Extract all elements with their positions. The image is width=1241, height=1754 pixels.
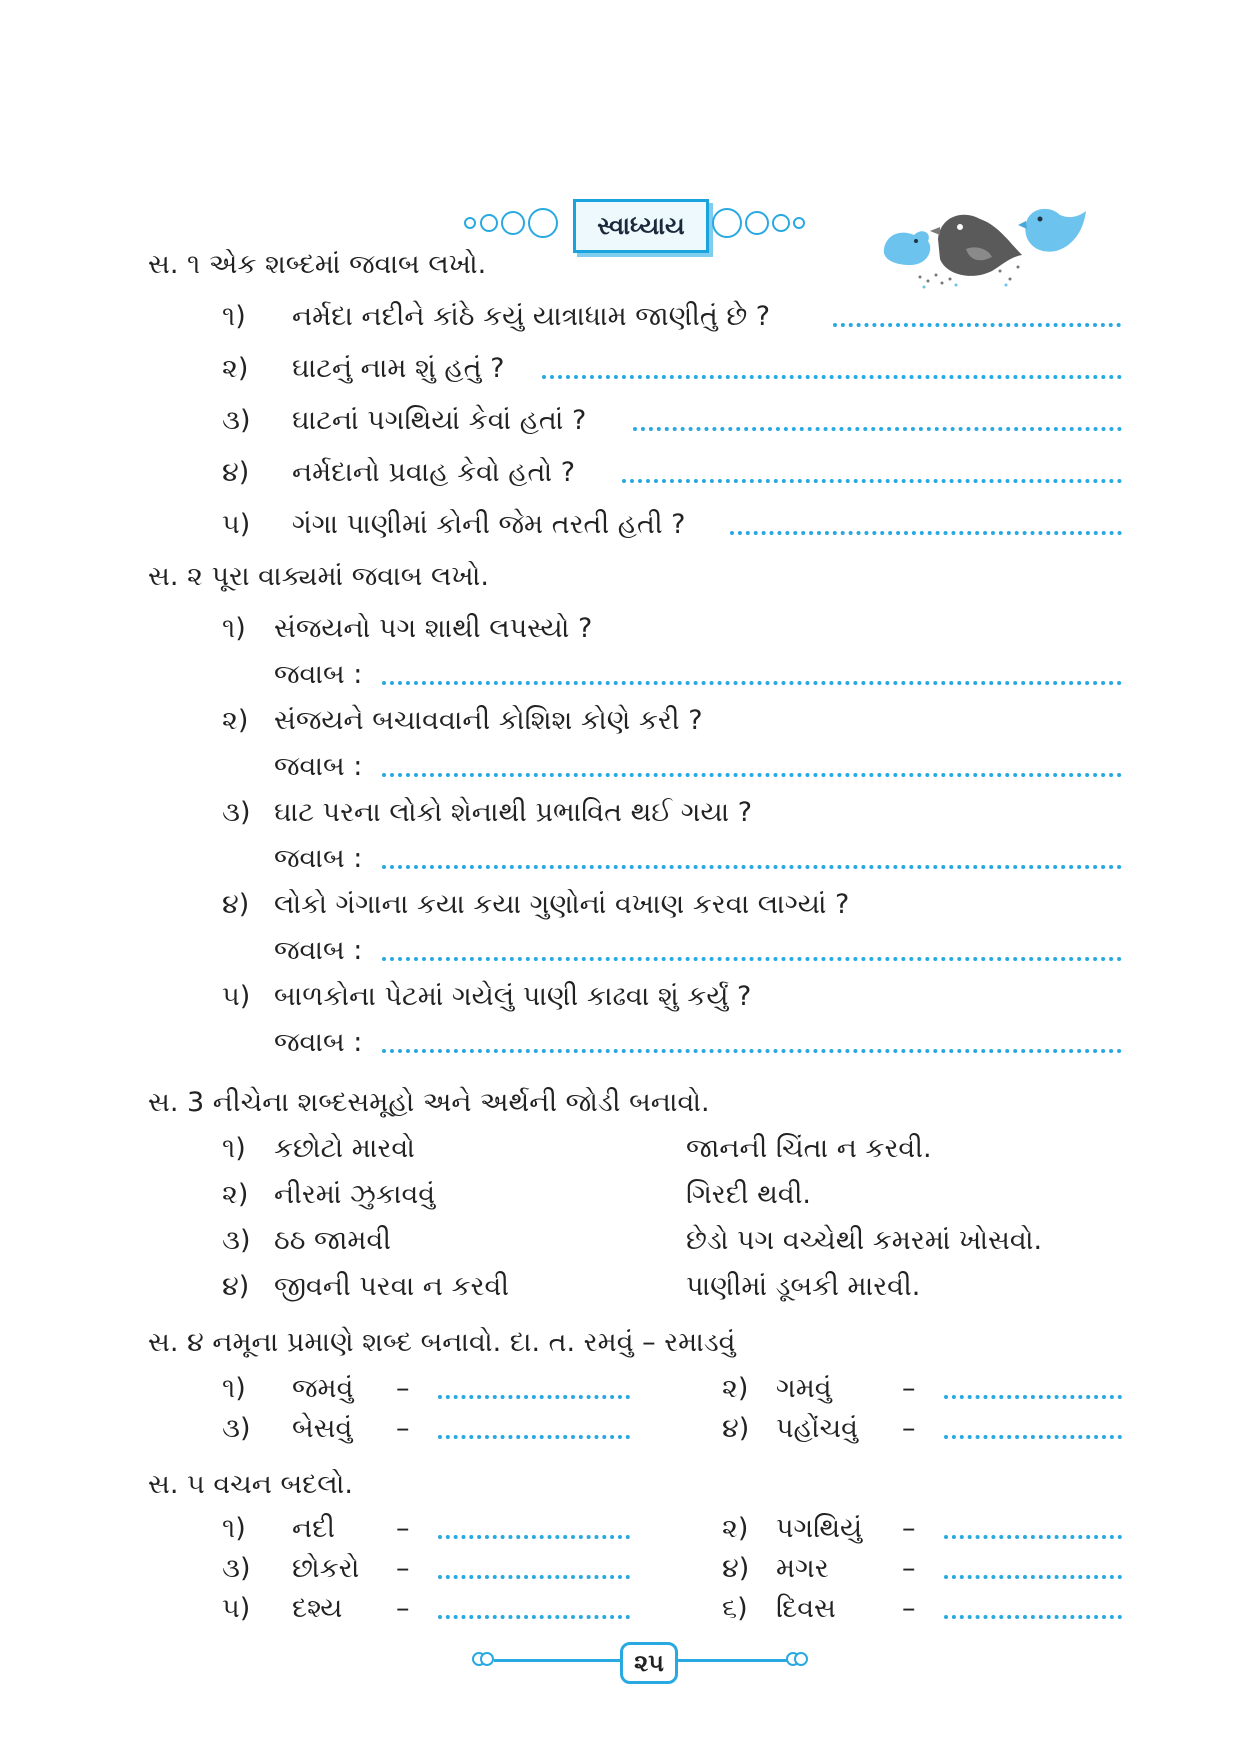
dash: –: [902, 1593, 916, 1624]
q5-answer-line-2[interactable]: [944, 1535, 1122, 1539]
q3-item-number: ૩): [222, 1225, 251, 1256]
q4-word: બેસવું: [292, 1413, 353, 1444]
q1-answer-line-4[interactable]: [622, 479, 1122, 483]
q1-item-question: નર્મદા નદીને કાંઠે કયું યાત્રાધામ જાણીતું છે ?: [292, 301, 771, 332]
q2-answer-line-3[interactable]: [382, 865, 1122, 869]
q5-word: દશ્ય: [292, 1593, 343, 1624]
page-title: સ્વાધ્યાય: [573, 199, 709, 253]
q3-meaning: છેડો પગ વચ્ચેથી કમરમાં ખોસવો.: [686, 1225, 1043, 1256]
q3-meaning: પાણીમાં ડૂબકી મારવી.: [686, 1271, 921, 1302]
q5-word: નદી: [292, 1513, 335, 1544]
q1-answer-line-3[interactable]: [633, 427, 1122, 431]
q4-item-number: ૧): [222, 1373, 246, 1404]
q1-item-number: ૧): [222, 301, 246, 332]
dash: –: [396, 1593, 410, 1624]
answer-label: જવાબ :: [274, 935, 363, 966]
decor-circle: [793, 217, 805, 229]
small-blue-bird-icon: [884, 231, 930, 265]
q3-meaning: ગિરદી થવી.: [686, 1179, 812, 1210]
q5-item-number: ૪): [722, 1553, 750, 1584]
q3-phrase: ઠઠ જામવી: [274, 1225, 391, 1256]
q5-item-number: ૫): [222, 1593, 251, 1624]
q3-item-number: ૧): [222, 1133, 246, 1164]
decor-circle: [772, 214, 790, 232]
q3-phrase: નીરમાં ઝુકાવવું: [274, 1179, 436, 1210]
q2-item-number: ૪): [222, 889, 250, 920]
q4-answer-line-2[interactable]: [944, 1395, 1122, 1399]
q3-heading: સ. 3 નીચેના શબ્દસમૂહો અને અર્થની જોડી બનાવો.: [148, 1087, 710, 1118]
q1-item-question: ગંગા પાણીમાં કોની જેમ તરતી હતી ?: [292, 509, 686, 540]
q5-answer-line-3[interactable]: [438, 1575, 630, 1579]
birds-illustration: [880, 205, 1100, 315]
dark-bird-icon: [930, 215, 1022, 276]
light-blue-bird-icon: [1018, 209, 1086, 252]
q2-answer-line-2[interactable]: [382, 773, 1122, 777]
q4-heading: સ. ૪ નમૂના પ્રમાણે શબ્દ બનાવો. દા. ત. રમવું – રમાડવું: [148, 1327, 736, 1358]
q1-item-number: ૩): [222, 405, 251, 436]
decor-circle: [480, 214, 498, 232]
q2-item-question: બાળકોના પેટમાં ગયેલું પાણી કાઢવા શું કર્યું ?: [274, 981, 752, 1012]
q2-answer-line-1[interactable]: [382, 681, 1122, 685]
decor-circle: [501, 211, 525, 235]
q4-item-number: ૩): [222, 1413, 251, 1444]
answer-label: જવાબ :: [274, 659, 363, 690]
q1-item-question: ઘાટનાં પગથિયાં કેવાં હતાં ?: [292, 405, 587, 436]
q5-answer-line-1[interactable]: [438, 1535, 630, 1539]
q2-item-question: લોકો ગંગાના કયા કયા ગુણોનાં વખાણ કરવા લાગ્યાં ?: [274, 889, 850, 920]
footer-rule-right: [678, 1659, 788, 1662]
decor-circle: [794, 1652, 808, 1666]
q5-word: છોકરો: [292, 1553, 360, 1584]
q3-phrase: જીવની પરવા ન કરવી: [274, 1271, 510, 1302]
q2-item-question: સંજયને બચાવવાની કોશિશ કોણે કરી ?: [274, 705, 703, 736]
q4-answer-line-3[interactable]: [438, 1435, 630, 1439]
q1-item-number: ૪): [222, 457, 250, 488]
q5-item-number: ૩): [222, 1553, 251, 1584]
q5-heading: સ. ૫ વચન બદલો.: [148, 1469, 353, 1500]
q2-answer-line-4[interactable]: [382, 957, 1122, 961]
dash: –: [902, 1413, 916, 1444]
decor-circle: [745, 211, 769, 235]
decor-circle: [480, 1652, 494, 1666]
q5-item-number: ૧): [222, 1513, 246, 1544]
dash: –: [902, 1513, 916, 1544]
q4-word: પહોંચવું: [776, 1413, 858, 1444]
q5-word: મગર: [776, 1553, 829, 1584]
q5-word: પગથિયું: [776, 1513, 863, 1544]
q1-answer-line-1[interactable]: [833, 323, 1121, 327]
dash: –: [902, 1373, 916, 1404]
q4-answer-line-4[interactable]: [944, 1435, 1122, 1439]
q4-word: જમવું: [292, 1373, 354, 1404]
dash: –: [902, 1553, 916, 1584]
answer-label: જવાબ :: [274, 1027, 363, 1058]
q2-item-number: ૫): [222, 981, 251, 1012]
q1-answer-line-2[interactable]: [542, 375, 1122, 379]
q2-item-number: ૩): [222, 797, 251, 828]
q4-answer-line-1[interactable]: [438, 1395, 630, 1399]
q4-word: ગમવું: [776, 1373, 832, 1404]
q5-word: દિવસ: [776, 1593, 836, 1624]
q1-item-number: ૫): [222, 509, 251, 540]
dash: –: [396, 1513, 410, 1544]
q3-phrase: કછોટો મારવો: [274, 1133, 415, 1164]
q1-item-question: ઘાટનું નામ શું હતું ?: [292, 353, 505, 384]
page-number: ૨૫: [620, 1642, 678, 1684]
answer-label: જવાબ :: [274, 843, 363, 874]
q1-heading: સ. ૧ એક શબ્દમાં જવાબ લખો.: [148, 249, 487, 280]
q4-item-number: ૨): [722, 1373, 749, 1404]
footer-rule-left: [494, 1659, 620, 1662]
dash: –: [396, 1553, 410, 1584]
q2-item-number: ૨): [222, 705, 249, 736]
dash: –: [396, 1373, 410, 1404]
q5-answer-line-5[interactable]: [438, 1615, 630, 1619]
answer-label: જવાબ :: [274, 751, 363, 782]
decor-circle: [712, 208, 742, 238]
q5-item-number: ૨): [722, 1513, 749, 1544]
q1-item-question: નર્મદાનો પ્રવાહ કેવો હતો ?: [292, 457, 576, 488]
q2-heading: સ. ૨ પૂરા વાક્યમાં જવાબ લખો.: [148, 561, 489, 592]
q2-answer-line-5[interactable]: [382, 1049, 1122, 1053]
decor-circle: [464, 217, 476, 229]
q3-item-number: ૪): [222, 1271, 250, 1302]
q2-item-question: ઘાટ પરના લોકો શેનાથી પ્રભાવિત થઈ ગયા ?: [274, 797, 753, 828]
q5-answer-line-6[interactable]: [944, 1615, 1122, 1619]
q1-item-number: ૨): [222, 353, 249, 384]
q1-answer-line-5[interactable]: [730, 531, 1122, 535]
decor-circle: [528, 208, 558, 238]
q3-meaning: જાનની ચિંતા ન કરવી.: [686, 1133, 932, 1164]
q4-item-number: ૪): [722, 1413, 750, 1444]
q3-item-number: ૨): [222, 1179, 249, 1210]
q5-item-number: ૬): [722, 1593, 748, 1624]
dash: –: [396, 1413, 410, 1444]
q5-answer-line-4[interactable]: [944, 1575, 1122, 1579]
q2-item-number: ૧): [222, 613, 246, 644]
q2-item-question: સંજયનો પગ શાથી લપસ્યો ?: [274, 613, 593, 644]
